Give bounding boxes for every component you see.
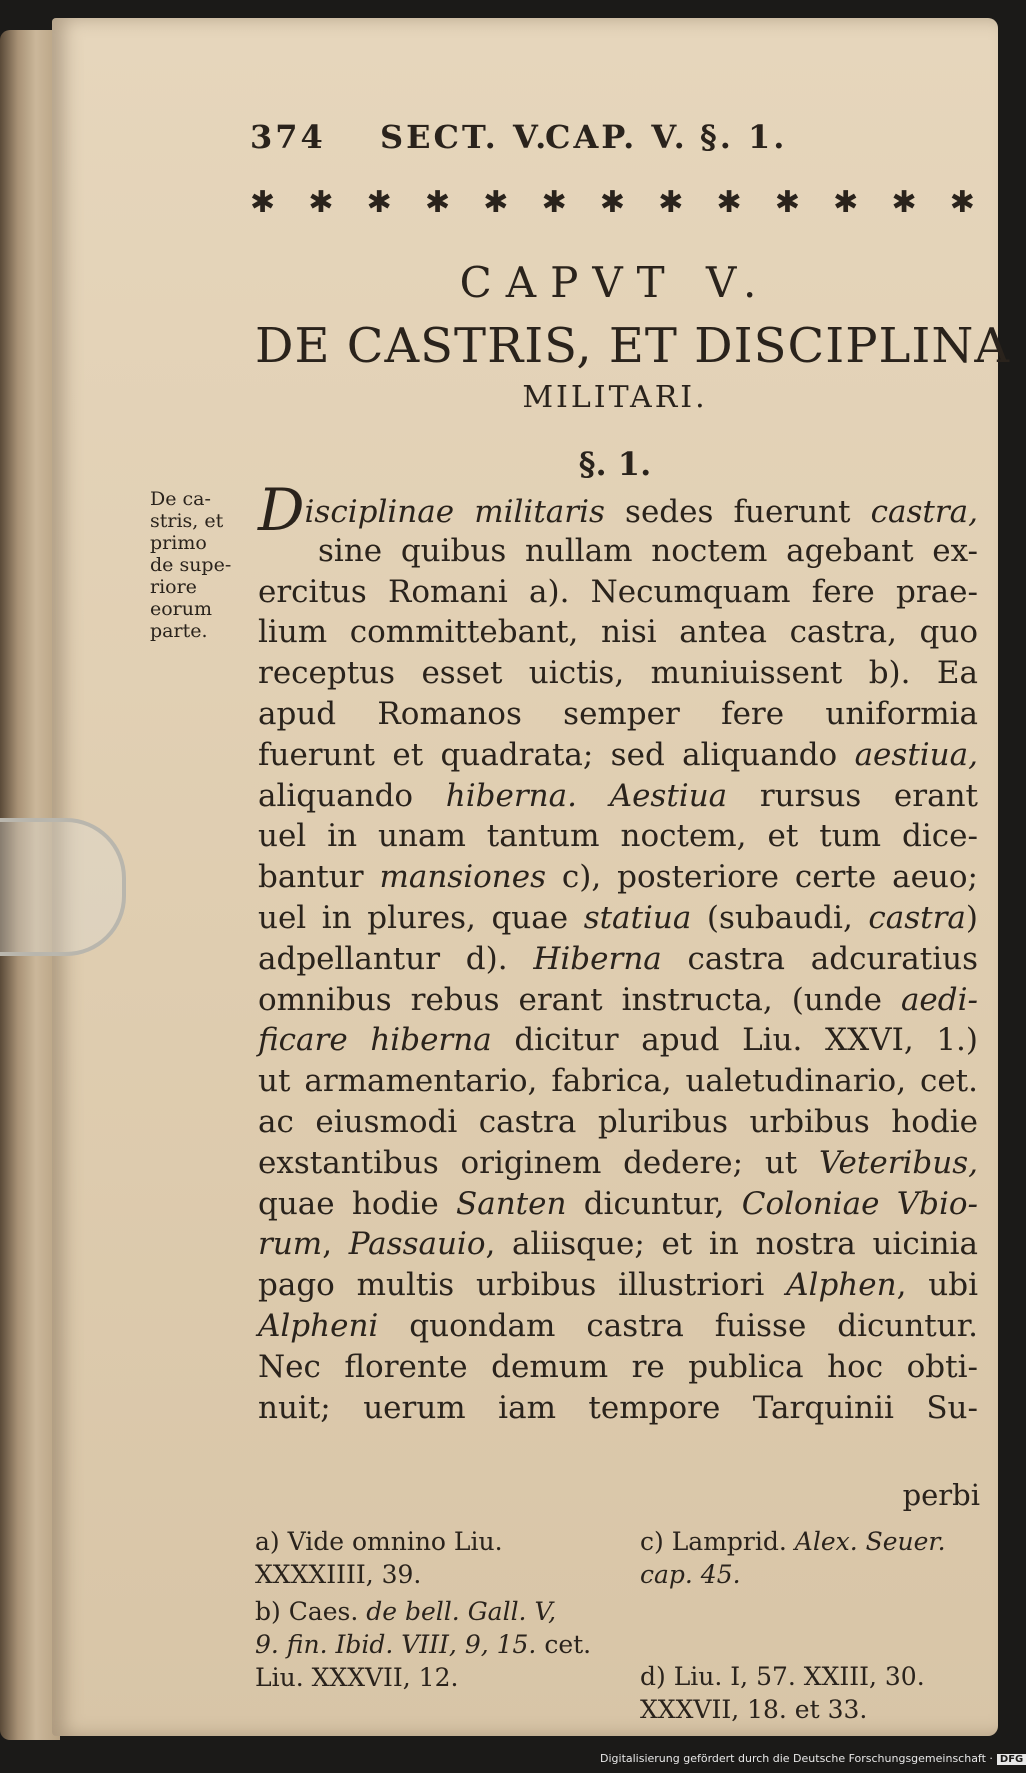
ornament-star: ✱ — [366, 185, 392, 220]
chapter-title: DE CASTRIS, ET DISCIPLINA — [255, 318, 1010, 374]
footnote-c: c) Lamprid. Alex. Seuer. cap. 45. — [640, 1527, 946, 1589]
ornament-star: ✱ — [308, 185, 334, 220]
section-mark: §. 1. — [578, 445, 652, 483]
ornament-star: ✱ — [774, 185, 800, 220]
text-line: fuerunt et quadrata; sed aliquando aestiua, — [258, 736, 978, 773]
ornament-star: ✱ — [833, 185, 859, 220]
text-line: uel in plures, quae statiua (subaudi, castra) — [258, 899, 978, 936]
ornament-row — [250, 185, 975, 225]
ornament-star: ✱ — [541, 185, 567, 220]
drop-cap: D — [258, 476, 305, 544]
text-line: bantur mansiones c), posteriore certe aeuo; — [258, 859, 978, 896]
text-line: ercitus Romani a). Necumquam fere prae- — [258, 573, 978, 610]
paper-clip — [0, 818, 126, 956]
ornament-star: ✱ — [658, 185, 684, 220]
ornament-star: ✱ — [424, 185, 451, 220]
text-line: Nec florente demum re publica hoc obti- — [258, 1348, 978, 1385]
running-header — [250, 118, 980, 168]
text-line: aliquando hiberna. Aestiua rursus erant — [258, 777, 978, 814]
text-line: apud Romanos semper fere uniformia — [258, 695, 978, 732]
text-line: uel in unam tantum noctem, et tum dice- — [258, 818, 978, 855]
header-section: SECT. V. — [380, 118, 550, 156]
ornament-star: ✱ — [716, 185, 742, 220]
text-line: pago multis urbibus illustriori Alphen, ubi — [258, 1267, 978, 1304]
footnote-a: a) Vide omnino Liu. XXXXIIII, 39. — [255, 1527, 503, 1589]
header-paragraph: §. 1. — [700, 118, 788, 156]
footnote-b: b) Caes. de bell. Gall. V, 9. fin. Ibid. VIII, 9, 15. cet. Liu. XXXVII, 12. — [255, 1597, 592, 1692]
text-line: sine quibus nullam noctem agebant ex- — [318, 532, 978, 569]
text-line: rum, Passauio, aliisque; et in nostra uicinia — [258, 1226, 978, 1263]
text-line: receptus esset uictis, muniuissent b). Ea — [258, 655, 978, 692]
digitization-note: Digitalisierung gefördert durch die Deutsche Forschungsgemeinschaft · DFG — [600, 1752, 995, 1770]
chapter-heading: CAPVT V. — [459, 258, 771, 307]
text-line: nuit; uerum iam tempore Tarquinii Su- — [258, 1389, 978, 1426]
dfg-logo: DFG — [997, 1754, 1026, 1765]
ornament-star: ✱ — [891, 185, 917, 220]
catchword: perbi — [902, 1478, 980, 1512]
footnote-d: d) Liu. I, 57. XXIII, 30. XXXVII, 18. et 33. — [640, 1662, 925, 1724]
ornament-star: ✱ — [949, 185, 975, 220]
text-line: adpellantur d). Hiberna castra adcuratius — [258, 940, 978, 977]
chapter-subtitle: MILITARI. — [522, 380, 708, 415]
text-line: ficare hiberna dicitur apud Liu. XXVI, 1.) — [258, 1022, 978, 1059]
page-number: 374 — [250, 118, 326, 156]
text-line: lium committebant, nisi antea castra, quo — [258, 614, 978, 651]
text-line: omnibus rebus erant instructa, (unde aedi- — [258, 981, 978, 1018]
text-line: ut armamentario, fabrica, ualetudinario, cet. — [258, 1063, 978, 1100]
body-text — [258, 476, 978, 1428]
margin-note: De ca- stris, et primo de supe- riore eorum parte. — [150, 488, 232, 642]
header-chapter: CAP. V. — [545, 118, 688, 156]
text-line: Alpheni quondam castra fuisse dicuntur. — [258, 1307, 978, 1344]
ornament-star: ✱ — [483, 185, 509, 220]
ornament-star: ✱ — [599, 185, 626, 220]
ornament-star: ✱ — [250, 185, 276, 220]
text-line: Disciplinae militaris sedes fuerunt castra, — [258, 476, 978, 544]
text-line: quae hodie Santen dicuntur, Coloniae Vbio- — [258, 1185, 978, 1222]
text-line: ac eiusmodi castra pluribus urbibus hodie — [258, 1103, 978, 1140]
text-line: exstantibus originem dedere; ut Veteribus, — [258, 1144, 978, 1181]
